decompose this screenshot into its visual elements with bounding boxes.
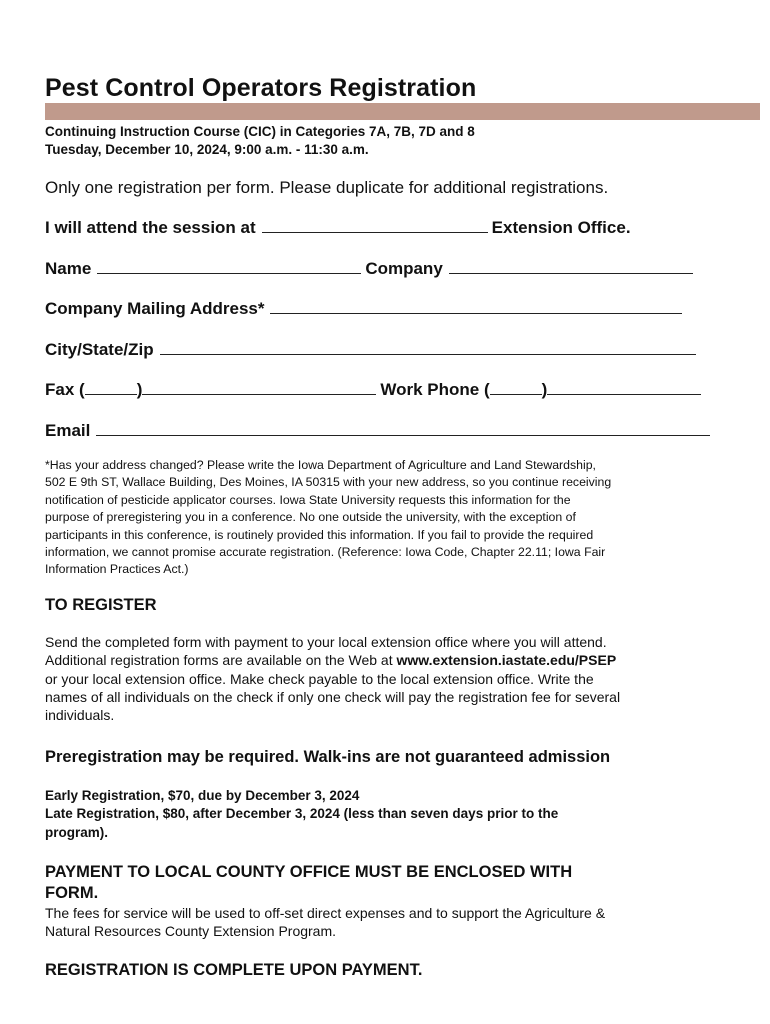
extension-office-field[interactable]	[262, 218, 488, 233]
course-subtitle: Continuing Instruction Course (CIC) in Categories 7A, 7B, 7D and 8	[45, 124, 475, 139]
registration-instruction: Only one registration per form. Please duplicate for additional registrations.	[45, 178, 609, 197]
fax-area-code-field[interactable]	[85, 380, 137, 395]
footnote-line: *Has your address changed? Please write the Iowa Department of Agriculture and Land Stewardship,	[45, 458, 596, 472]
footnote-line: purpose of preregistering you in a conference. No one outside the university, with the exception of	[45, 510, 576, 525]
name-company-row	[45, 259, 697, 279]
mailing-address-field[interactable]	[270, 299, 682, 314]
footnote-line: participants in this conference, is routinely provided this information. If you fail to provide the required	[45, 527, 594, 542]
city-state-zip-field[interactable]	[160, 340, 696, 355]
company-label: Company	[365, 259, 443, 278]
to-register-heading: TO REGISTER	[45, 596, 157, 614]
fax-label: Fax (	[45, 380, 85, 399]
payment-body-line: The fees for service will be used to off-set direct expenses and to support the Agriculture &	[45, 905, 606, 921]
payment-body-line: Natural Resources County Extension Program.	[45, 923, 337, 940]
footnote-line: Information Practices Act.)	[45, 562, 189, 577]
title-accent-bar	[45, 103, 760, 120]
company-field[interactable]	[449, 259, 693, 274]
to-register-body	[45, 633, 735, 724]
preregistration-heading: Preregistration may be required. Walk-ins are not guaranteed admission	[45, 748, 611, 766]
attend-prefix-label: I will attend the session at	[45, 218, 256, 237]
to-register-line: names of all individuals on the check if only one check will pay the registration fee for several	[45, 688, 621, 705]
name-label: Name	[45, 259, 92, 278]
fax-phone-row	[45, 380, 701, 400]
email-label: Email	[45, 421, 91, 440]
to-register-line-text: Additional registration forms are available on the Web at	[45, 652, 397, 669]
work-phone-area-code-field[interactable]	[490, 380, 542, 395]
to-register-line: individuals.	[45, 707, 115, 724]
course-date: Tuesday, December 10, 2024, 9:00 a.m. - 11:30 a.m.	[45, 142, 369, 157]
late-registration-fee-cont: program).	[45, 824, 109, 840]
payment-heading-line: FORM.	[45, 883, 99, 902]
mailing-address-row	[45, 299, 686, 319]
fax-number-field[interactable]	[142, 380, 376, 395]
payment-body	[45, 904, 735, 941]
psep-website-link[interactable]: www.extension.iastate.edu/PSEP	[396, 652, 617, 669]
page-title: Pest Control Operators Registration	[45, 74, 477, 102]
to-register-line: or your local extension office. Make check payable to the local extension office. Write the	[45, 670, 594, 687]
early-registration-fee: Early Registration, $70, due by December 3, 2024	[45, 788, 360, 803]
attend-suffix-label: Extension Office.	[491, 218, 631, 237]
registration-fees	[45, 787, 558, 842]
payment-heading	[45, 862, 572, 903]
name-field[interactable]	[97, 259, 361, 274]
address-change-footnote	[45, 457, 725, 579]
fax-close-paren: )	[136, 380, 143, 399]
work-phone-close-paren: )	[541, 380, 548, 399]
attend-session-row	[45, 218, 631, 238]
to-register-line-with-link	[45, 651, 735, 669]
mailing-address-label: Company Mailing Address*	[45, 299, 265, 318]
email-field[interactable]	[96, 421, 710, 436]
late-registration-fee: Late Registration, $80, after December 3, 2024 (less than seven days prior to the	[45, 806, 559, 822]
footnote-line: notification of pesticide applicator courses. Iowa State University requests this information for the	[45, 492, 571, 507]
email-row	[45, 421, 714, 441]
payment-heading-line: PAYMENT TO LOCAL COUNTY OFFICE MUST BE ENCLOSED WITH	[45, 863, 573, 881]
footnote-line: information, we cannot promise accurate registration. (Reference: Iowa Code, Chapter 22.11; Iowa Fair	[45, 545, 606, 560]
city-state-zip-label: City/State/Zip	[45, 340, 154, 359]
work-phone-number-field[interactable]	[547, 380, 701, 395]
city-state-zip-row	[45, 340, 700, 360]
footnote-line: 502 E 9th ST, Wallace Building, Des Moines, IA 50315 with your new address, so you continue receiving	[45, 475, 612, 490]
to-register-line: Send the completed form with payment to your local extension office where you will attend.	[45, 634, 607, 650]
work-phone-label: Work Phone (	[380, 380, 490, 399]
registration-complete-notice: REGISTRATION IS COMPLETE UPON PAYMENT.	[45, 961, 423, 979]
